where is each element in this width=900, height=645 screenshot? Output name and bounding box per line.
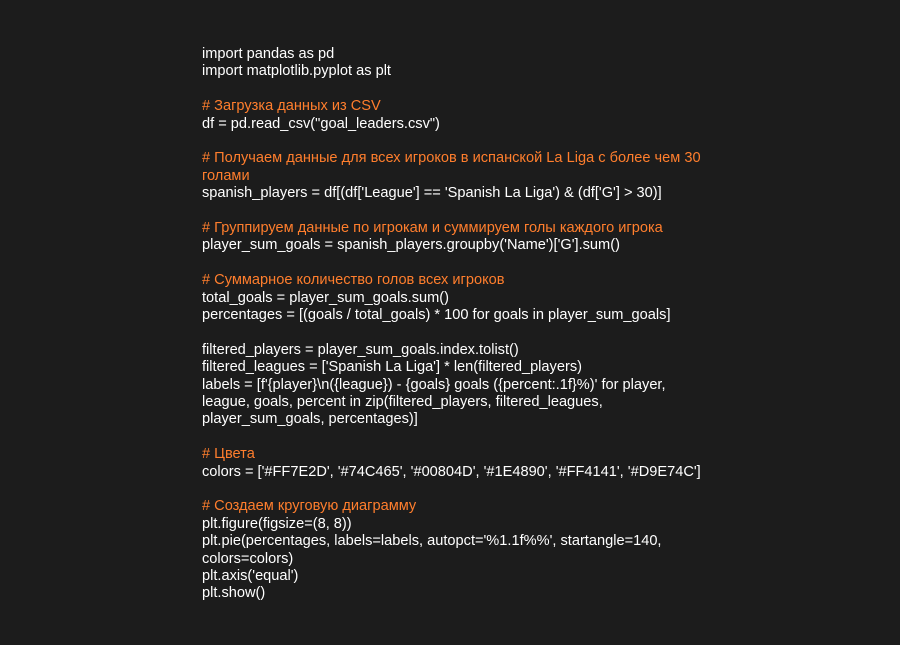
code-line: filtered_players = player_sum_goals.index.tolist() (202, 341, 519, 358)
code-comment-line: голами (202, 167, 250, 184)
code-comment-line: # Получаем данные для всех игроков в испанской La Liga с более чем 30 (202, 150, 701, 167)
code-line: player_sum_goals, percentages)] (202, 411, 418, 428)
code-blank-line (202, 133, 762, 150)
code-blank-line (202, 324, 762, 341)
code-line: spanish_players = df[(df['League'] == 'Spanish La Liga') & (df['G'] > 30)] (202, 185, 662, 202)
code-line: colors = ['#FF7E2D', '#74C465', '#00804D', '#1E4890', '#FF4141', '#D9E74C'] (202, 463, 701, 480)
code-line: total_goals = player_sum_goals.sum() (202, 289, 450, 306)
code-line: league, goals, percent in zip(filtered_players, filtered_leagues, (202, 394, 603, 411)
code-line: plt.figure(figsize=(8, 8)) (202, 515, 352, 532)
code-line: plt.show() (202, 585, 266, 602)
code-line: plt.pie(percentages, labels=labels, autopct='%1.1f%%', startangle=140, (202, 533, 662, 550)
code-line: colors=colors) (202, 550, 294, 567)
code-line: df = pd.read_csv("goal_leaders.csv") (202, 115, 440, 132)
code-blank-line (202, 255, 762, 272)
code-snippet (202, 46, 762, 603)
code-line: player_sum_goals = spanish_players.groupby('Name')['G'].sum() (202, 237, 620, 254)
code-line: plt.axis('equal') (202, 568, 299, 585)
code-line: labels = [f'{player}\n({league}) - {goals} goals ({percent:.1f}%)' for player, (202, 376, 666, 393)
code-comment-line: # Создаем круговую диаграмму (202, 498, 417, 515)
code-comment-line: # Цвета (202, 446, 255, 463)
code-line: filtered_leagues = ['Spanish La Liga'] * len(filtered_players) (202, 359, 582, 376)
code-blank-line (202, 203, 762, 220)
code-comment-line: # Группируем данные по игрокам и суммируем голы каждого игрока (202, 220, 663, 237)
code-blank-line (202, 481, 762, 498)
code-comment-line: # Суммарное количество голов всех игроков (202, 272, 505, 289)
code-blank-line (202, 81, 762, 98)
code-blank-line (202, 429, 762, 446)
code-line: import pandas as pd (202, 46, 335, 62)
code-line: import matplotlib.pyplot as plt (202, 63, 391, 80)
code-comment-line: # Загрузка данных из CSV (202, 98, 381, 115)
code-line: percentages = [(goals / total_goals) * 100 for goals in player_sum_goals] (202, 307, 671, 324)
